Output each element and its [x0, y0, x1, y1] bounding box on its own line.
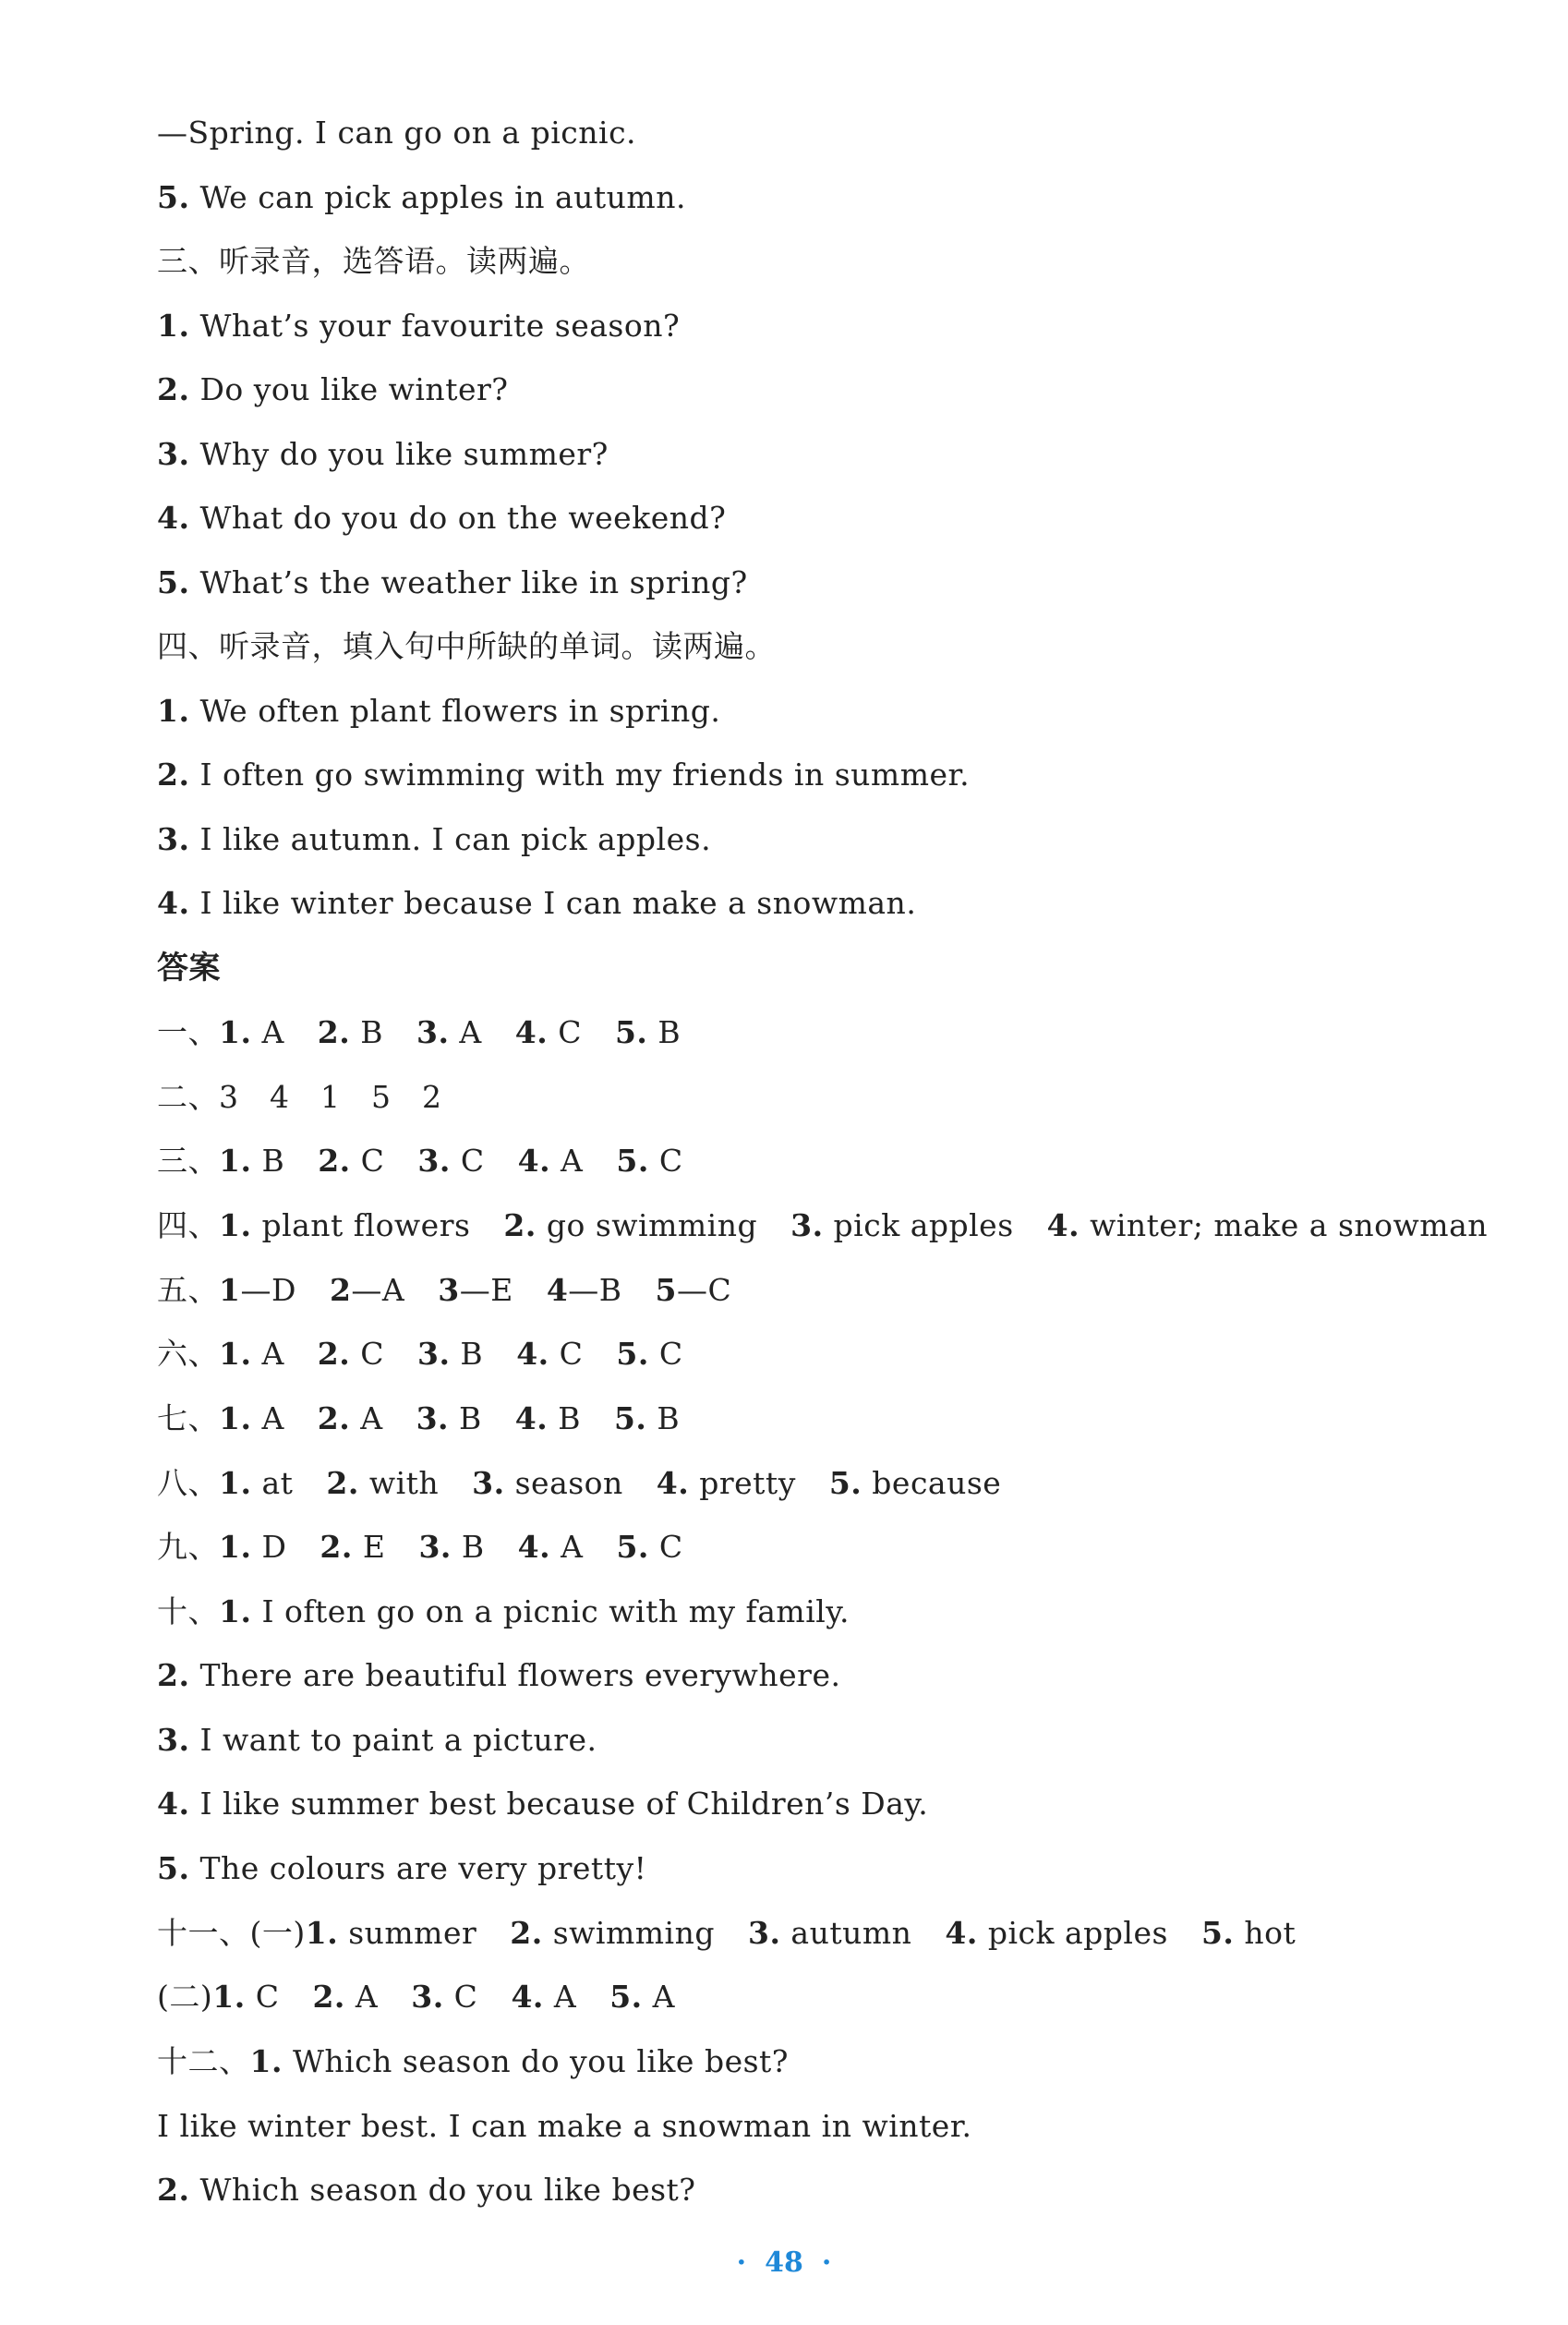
list-item: 2. I often go swimming with my friends in summer. [157, 757, 971, 793]
answer-row-2: 二、3 4 1 5 2 [157, 1079, 442, 1115]
answer-row-6: 六、1. A 2. C 3. B 4. C 5. C [157, 1336, 683, 1372]
answer-row-11-part1: 十一、(一)1. summer 2. swimming 3. autumn 4. pick apples 5. hot [157, 1915, 1297, 1951]
list-item: 2. Do you like winter? [157, 371, 509, 407]
list-item: 4. I like summer best because of Children’s Day. [157, 1786, 929, 1822]
answer-row-11-part2: (二)1. C 2. A 3. C 4. A 5. A [157, 1979, 675, 2015]
list-item: 3. Why do you like summer? [157, 436, 609, 472]
list-item: 1. What’s your favourite season? [157, 308, 681, 344]
script-line: 5. We can pick apples in autumn. [157, 179, 686, 215]
answer-row-12: 十二、1. Which season do you like best? [157, 2043, 789, 2079]
answer-row-4: 四、1. plant flowers 2. go swimming 3. pick apples 4. winter; make a snowman [157, 1207, 1488, 1243]
answer-row-3: 三、1. B 2. C 3. C 4. A 5. C [157, 1143, 683, 1179]
answer-row-1: 一、1. A 2. B 3. A 4. C 5. B [157, 1014, 681, 1050]
page-number: · 48 · [736, 2246, 832, 2279]
answer-row-9: 九、1. D 2. E 3. B 4. A 5. C [157, 1529, 683, 1565]
answer-row-5: 五、1—D 2—A 3—E 4—B 5—C [157, 1272, 732, 1308]
list-item: 3. I want to paint a picture. [157, 1722, 597, 1758]
list-item: 5. What’s the weather like in spring? [157, 564, 748, 600]
list-item: 3. I like autumn. I can pick apples. [157, 821, 712, 857]
script-line: —Spring. I can go on a picnic. [157, 115, 637, 151]
answers-heading: 答案 [157, 950, 221, 987]
list-item: 1. We often plant flowers in spring. [157, 693, 721, 729]
section-3-title: 三、听录音，选答语。读两遍。 [157, 243, 590, 279]
section-4-title: 四、听录音，填入句中所缺的单词。读两遍。 [157, 628, 776, 664]
list-item: 4. What do you do on the weekend? [157, 500, 727, 536]
answer-row-10: 十、1. I often go on a picnic with my family. [157, 1593, 850, 1629]
list-item: 2. There are beautiful flowers everywhere. [157, 1657, 841, 1693]
list-item: 4. I like winter because I can make a snowman. [157, 885, 917, 921]
list-item: I like winter best. I can make a snowman in winter. [157, 2108, 972, 2144]
list-item: 2. Which season do you like best? [157, 2172, 696, 2208]
answer-row-7: 七、1. A 2. A 3. B 4. B 5. B [157, 1400, 681, 1436]
list-item: 5. The colours are very pretty! [157, 1850, 647, 1886]
answer-row-8: 八、1. at 2. with 3. season 4. pretty 5. because [157, 1465, 1002, 1501]
